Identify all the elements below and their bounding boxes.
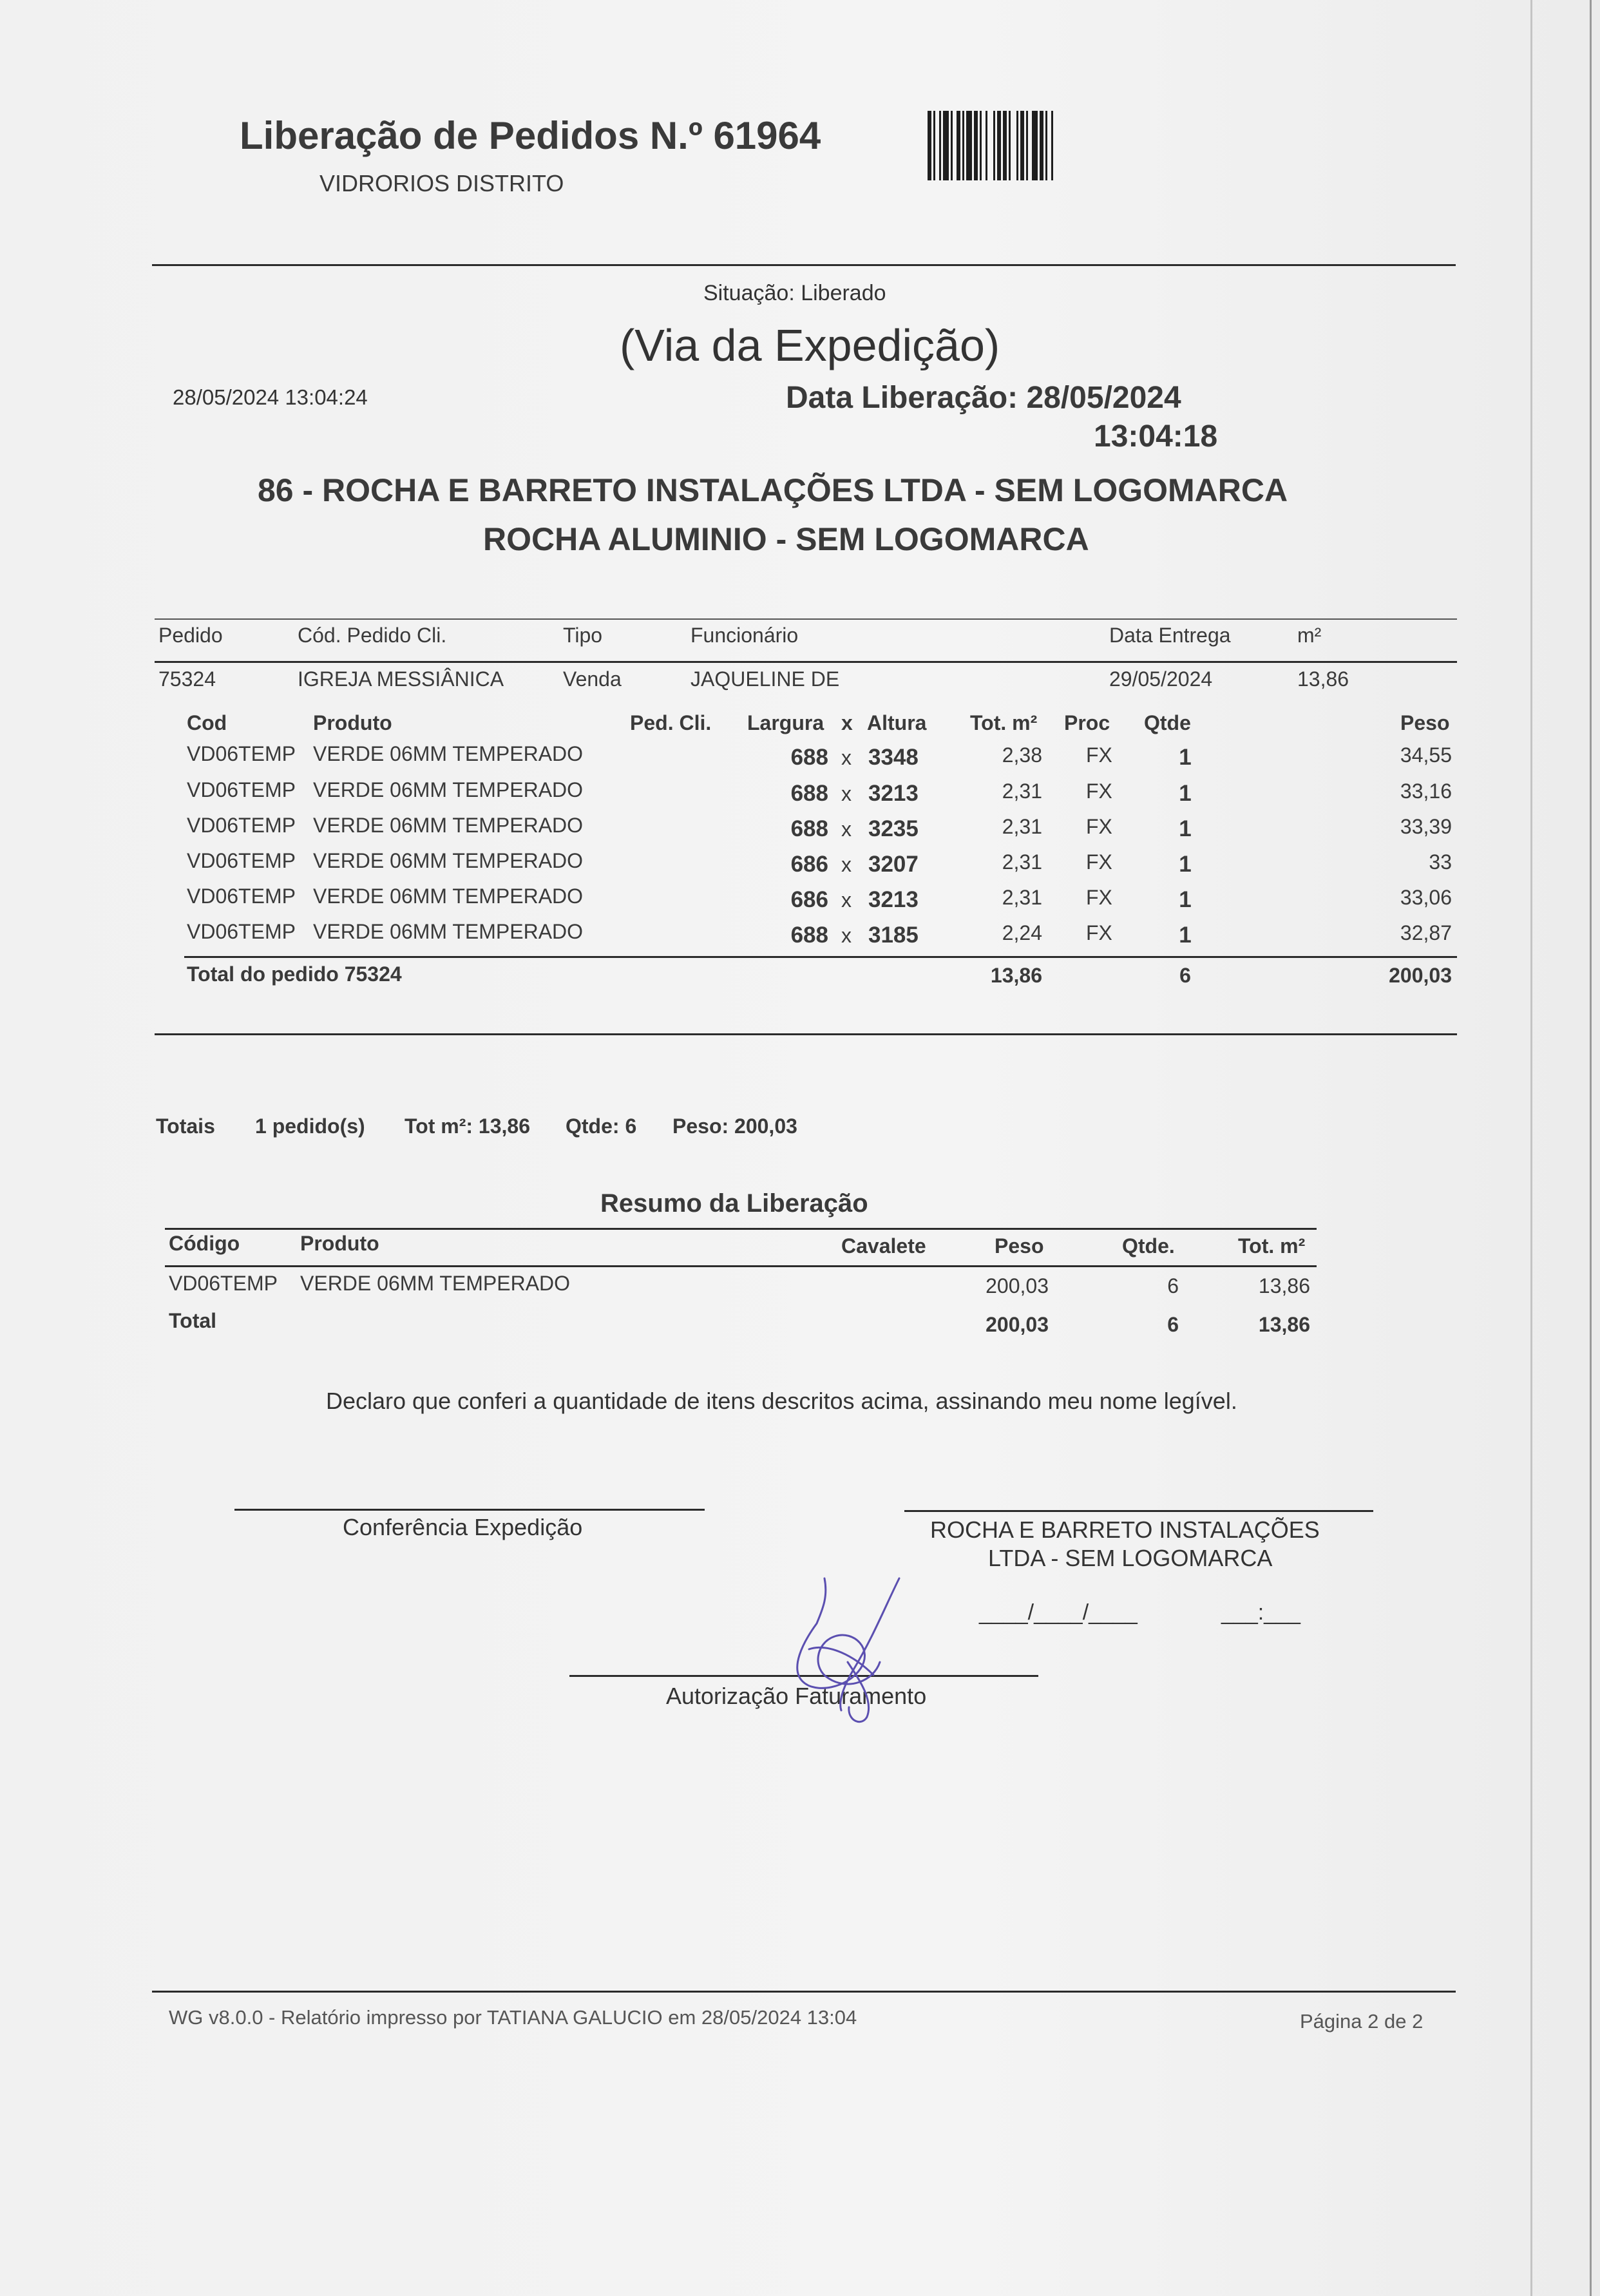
resumo-total-qtde: 6: [1167, 1313, 1179, 1336]
resumo-th-produto: Produto: [300, 1232, 379, 1255]
report-title: Liberação de Pedidos N.º 61964: [240, 114, 821, 157]
release-time: 13:04:18: [1094, 419, 1218, 454]
cell-proc: FX: [1086, 743, 1112, 767]
cell-produto: VERDE 06MM TEMPERADO: [313, 849, 584, 872]
th-tot-m2: Tot. m²: [970, 711, 1038, 734]
order-header-mid-rule: [155, 661, 1457, 663]
signature-company-line2: LTDA - SEM LOGOMARCA: [988, 1545, 1273, 1571]
footer-printed-by: WG v8.0.0 - Relatório impresso por TATIANA GALUCIO em 28/05/2024 13:04: [169, 2006, 857, 2029]
cell-largura: 688: [790, 745, 828, 770]
time-blank: ___:___: [1221, 1600, 1300, 1625]
col-funcionario: Funcionário: [690, 624, 799, 647]
cell-produto: VERDE 06MM TEMPERADO: [313, 814, 584, 837]
signature-line-conferencia: [234, 1509, 705, 1511]
page-edge-shadow: [1530, 0, 1532, 2296]
total-pedido-m2: 13,86: [990, 964, 1042, 987]
tipo-value: Venda: [563, 667, 622, 691]
cell-cod: VD06TEMP: [187, 814, 296, 837]
cell-qtde: 1: [1179, 887, 1192, 912]
resumo-th-codigo: Código: [169, 1232, 240, 1255]
cell-produto: VERDE 06MM TEMPERADO: [313, 742, 584, 765]
client-name: 86 - ROCHA E BARRETO INSTALAÇÕES LTDA - SEM LOGOMARCA: [258, 472, 1288, 508]
pedido-value: 75324: [158, 667, 216, 691]
signature-company-line1: ROCHA E BARRETO INSTALAÇÕES: [930, 1516, 1320, 1543]
print-datetime: 28/05/2024 13:04:24: [173, 385, 368, 409]
total-pedido-qtde: 6: [1179, 964, 1191, 987]
th-x: x: [841, 711, 853, 734]
cell-proc: FX: [1086, 886, 1112, 909]
resumo-total-peso: 200,03: [986, 1313, 1049, 1336]
col-data-entrega: Data Entrega: [1109, 624, 1231, 647]
cell-altura: 3213: [868, 781, 919, 806]
col-m2: m²: [1297, 624, 1322, 647]
resumo-codigo: VD06TEMP: [169, 1272, 278, 1295]
col-pedido: Pedido: [158, 624, 223, 647]
cell-altura: 3207: [868, 852, 919, 877]
cell-qtde: 1: [1179, 781, 1192, 806]
date-blank: ____/____/____: [979, 1600, 1138, 1625]
resumo-produto: VERDE 06MM TEMPERADO: [300, 1272, 571, 1295]
th-altura: Altura: [867, 711, 927, 734]
cell-largura: 686: [790, 887, 828, 912]
cell-tot-m2: 2,31: [1002, 886, 1042, 909]
total-pedido-label: Total do pedido 75324: [187, 962, 402, 986]
cell-proc: FX: [1086, 921, 1112, 944]
th-produto: Produto: [313, 711, 392, 734]
items-total-rule: [184, 956, 1457, 958]
th-largura: Largura: [747, 711, 824, 734]
cell-x: x: [841, 924, 852, 947]
cell-largura: 686: [790, 852, 828, 877]
cell-qtde: 1: [1179, 923, 1192, 948]
cell-cod: VD06TEMP: [187, 920, 296, 943]
resumo-total-m2: 13,86: [1258, 1313, 1310, 1336]
cell-proc: FX: [1086, 780, 1112, 803]
cell-qtde: 1: [1179, 852, 1192, 877]
col-tipo: Tipo: [563, 624, 603, 647]
resumo-th-tot-m2: Tot. m²: [1238, 1234, 1306, 1258]
resumo-th-cavalete: Cavalete: [841, 1234, 926, 1258]
resumo-title: Resumo da Liberação: [600, 1189, 868, 1218]
signature-label-autorizacao: Autorização Faturamento: [666, 1683, 927, 1709]
cell-cod: VD06TEMP: [187, 885, 296, 908]
col-cod-pedido-cli: Cód. Pedido Cli.: [298, 624, 447, 647]
cell-altura: 3185: [868, 923, 919, 948]
footer-page-number: Página 2 de 2: [1300, 2010, 1424, 2033]
cell-tot-m2: 2,31: [1002, 850, 1042, 874]
resumo-tot-m2: 13,86: [1258, 1274, 1310, 1297]
resumo-qtde: 6: [1167, 1274, 1179, 1297]
header-divider: [152, 264, 1456, 266]
page-edge: [1590, 0, 1592, 2296]
cell-altura: 3348: [868, 745, 919, 770]
signature-label-conferencia: Conferência Expedição: [343, 1514, 583, 1540]
th-ped-cli: Ped. Cli.: [630, 711, 712, 734]
footer-rule: [152, 1991, 1456, 1993]
total-pedido-peso: 200,03: [1389, 964, 1452, 987]
signature-line-client: [904, 1510, 1373, 1512]
via-expedicao: (Via da Expedição): [620, 320, 1000, 370]
resumo-th-qtde: Qtde.: [1122, 1234, 1175, 1258]
cell-peso: 33,06: [1400, 886, 1452, 909]
cell-x: x: [841, 888, 852, 912]
resumo-th-peso: Peso: [995, 1234, 1044, 1258]
totals-peso: Peso: 200,03: [672, 1115, 797, 1138]
cell-cod: VD06TEMP: [187, 778, 296, 801]
th-peso: Peso: [1400, 711, 1450, 734]
cell-produto: VERDE 06MM TEMPERADO: [313, 885, 584, 908]
cell-produto: VERDE 06MM TEMPERADO: [313, 920, 584, 943]
order-header-top-rule: [155, 618, 1457, 620]
declaration-text: Declaro que conferi a quantidade de itens descritos acima, assinando meu nome legível.: [326, 1388, 1237, 1414]
resumo-peso: 200,03: [986, 1274, 1049, 1297]
resumo-header-rule: [165, 1265, 1317, 1267]
cell-largura: 688: [790, 781, 828, 806]
cell-qtde: 1: [1179, 745, 1192, 770]
th-proc: Proc: [1064, 711, 1110, 734]
cell-x: x: [841, 746, 852, 769]
barcode: [928, 111, 1156, 180]
resumo-total-label: Total: [169, 1309, 217, 1332]
cell-peso: 33,39: [1400, 815, 1452, 838]
cell-proc: FX: [1086, 850, 1112, 874]
totals-m2: Tot m²: 13,86: [405, 1115, 530, 1138]
cell-peso: 34,55: [1400, 743, 1452, 767]
cell-x: x: [841, 782, 852, 805]
cell-altura: 3213: [868, 887, 919, 912]
totals-label: Totais: [156, 1115, 215, 1138]
cod-pedido-cli-value: IGREJA MESSIÂNICA: [298, 667, 504, 691]
cell-peso: 32,87: [1400, 921, 1452, 944]
cell-x: x: [841, 818, 852, 841]
cell-cod: VD06TEMP: [187, 742, 296, 765]
resumo-top-rule: [165, 1228, 1317, 1230]
funcionario-value: JAQUELINE DE: [690, 667, 840, 691]
section-divider: [155, 1033, 1457, 1035]
totals-pedidos: 1 pedido(s): [255, 1115, 365, 1138]
client-subname: ROCHA ALUMINIO - SEM LOGOMARCA: [483, 521, 1089, 557]
cell-qtde: 1: [1179, 816, 1192, 841]
handwritten-signature: [777, 1572, 919, 1727]
totals-qtde: Qtde: 6: [566, 1115, 637, 1138]
company-name: VIDRORIOS DISTRITO: [319, 170, 564, 196]
cell-largura: 688: [790, 816, 828, 841]
cell-peso: 33,16: [1400, 780, 1452, 803]
cell-altura: 3235: [868, 816, 919, 841]
cell-proc: FX: [1086, 815, 1112, 838]
release-date: Data Liberação: 28/05/2024: [786, 381, 1181, 415]
cell-largura: 688: [790, 923, 828, 948]
cell-produto: VERDE 06MM TEMPERADO: [313, 778, 584, 801]
cell-tot-m2: 2,31: [1002, 815, 1042, 838]
cell-x: x: [841, 853, 852, 876]
cell-cod: VD06TEMP: [187, 849, 296, 872]
cell-tot-m2: 2,31: [1002, 780, 1042, 803]
th-qtde: Qtde: [1144, 711, 1191, 734]
m2-value: 13,86: [1297, 667, 1349, 691]
status-label: Situação: Liberado: [703, 281, 886, 305]
cell-peso: 33: [1429, 850, 1452, 874]
cell-tot-m2: 2,38: [1002, 743, 1042, 767]
cell-tot-m2: 2,24: [1002, 921, 1042, 944]
th-cod: Cod: [187, 711, 227, 734]
data-entrega-value: 29/05/2024: [1109, 667, 1213, 691]
